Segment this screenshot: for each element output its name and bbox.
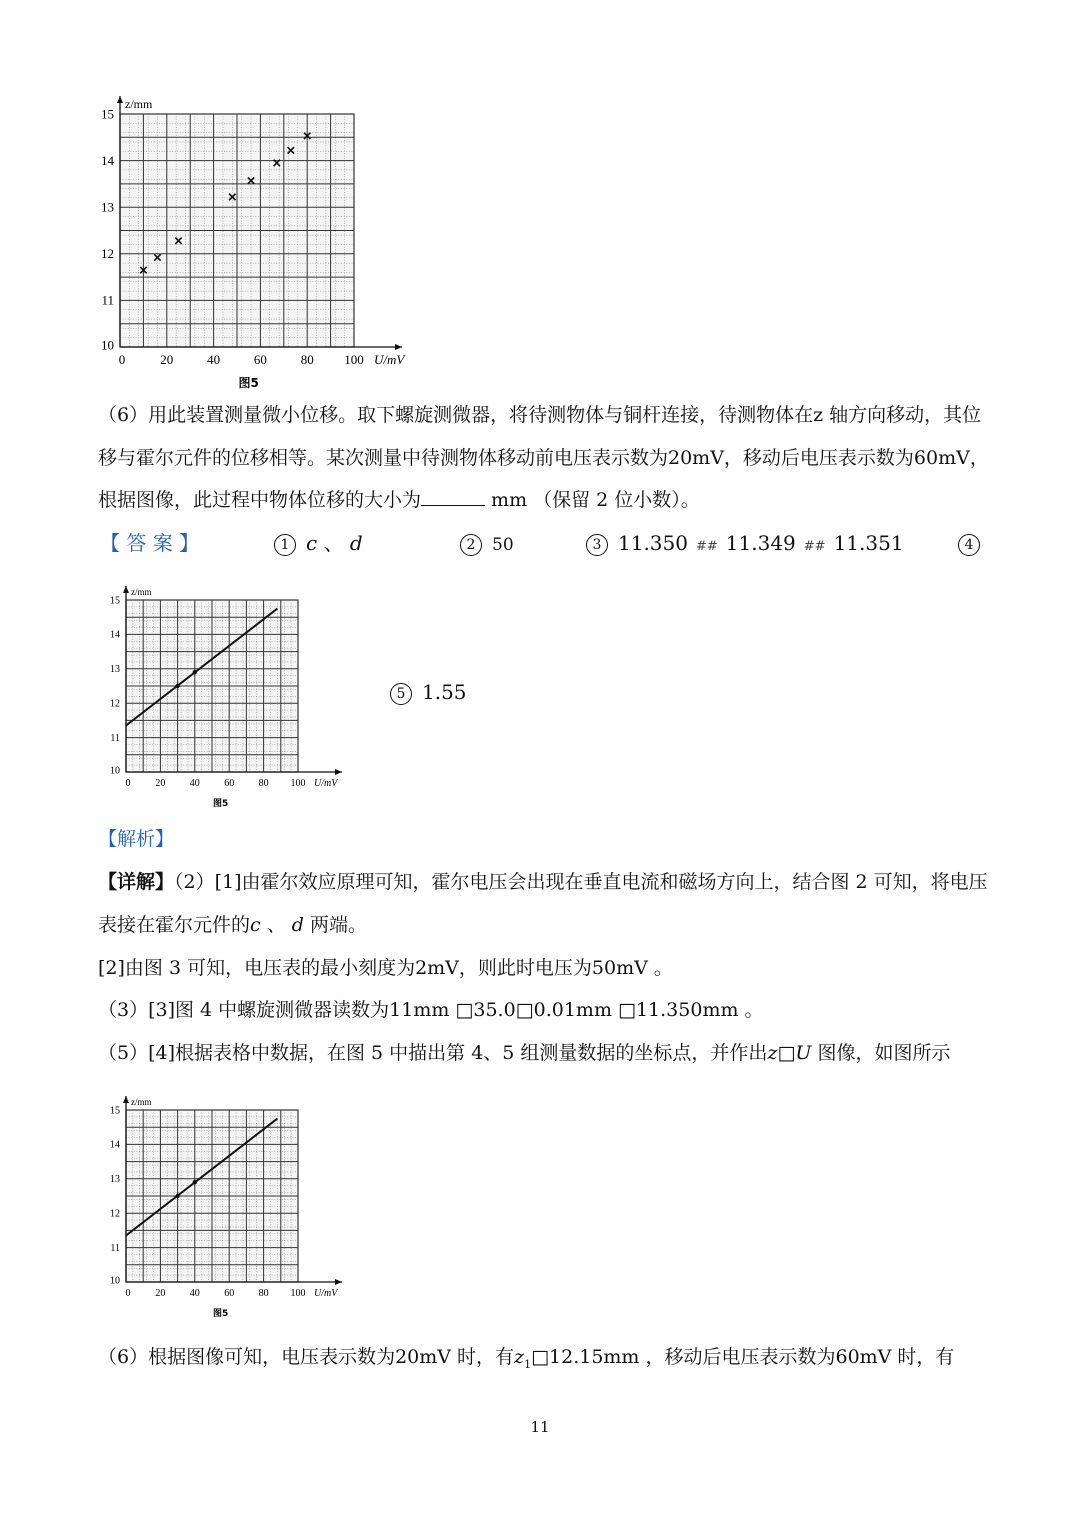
chart-fig5-analysis-line-svg (96, 1088, 356, 1318)
q6-line-3 (98, 487, 700, 513)
x-axis-arrow (335, 769, 342, 775)
x-tick-label: 60 (224, 1288, 235, 1299)
x-tick-label: 40 (207, 352, 221, 367)
detail-line-3: [2]由图 3 可知，电压表的最小刻度为2mV，则此时电压为50mV 。 (98, 957, 673, 979)
circle-number-5: 5 (390, 683, 412, 705)
detail-label: 【详解】 (98, 871, 175, 893)
q6-line-2: 移与霍尔元件的位移相等。某次测量中待测物体移动前电压表示数为20mV，移动后电压表示数为60mV， (98, 447, 989, 469)
chart-fig5-analysis-line (96, 1088, 356, 1318)
answer-3 (586, 529, 904, 561)
answer-1 (274, 529, 363, 557)
y-tick-label: 10 (110, 765, 120, 777)
plotted-point (193, 1180, 197, 1184)
detail-line-5-mid: □ (777, 1042, 796, 1064)
detail-line-2-d: d (291, 914, 304, 936)
x-axis-arrow (395, 344, 402, 350)
y-tick-label: 12 (110, 698, 120, 710)
detail-line-1-text: （2）[1]由霍尔效应原理可知，霍尔电压会出现在垂直电流和磁场方向上，结合图 2 可知，将电压 (174, 871, 988, 893)
q6-line-3-unit: mm （保留 2 位小数）。 (485, 489, 700, 511)
circle-number-1: 1 (274, 534, 296, 556)
y-tick-label: 12 (101, 246, 114, 262)
circle-number-3: 3 (586, 534, 608, 556)
y-tick-label: 13 (110, 664, 120, 676)
x-tick-label: 60 (224, 778, 235, 789)
detail-line-6-text-b: □12.15mm ，移动后电压表示数为60mV 时，有 (531, 1346, 955, 1368)
y-tick-label: 15 (110, 1105, 120, 1117)
answer-2-value: 50 (492, 535, 514, 555)
detail-line-5-u: U (795, 1042, 812, 1064)
y-axis-label: z/mm (131, 587, 152, 597)
answer-label: 【 答 案 】 (100, 531, 200, 555)
detail-line-6-text-a: （6）根据图像可知，电压表示数为20mV 时，有 (98, 1346, 515, 1368)
detail-line-6-z: z (514, 1346, 525, 1368)
x-axis-label: U/mV (314, 778, 338, 789)
answer-4 (958, 529, 990, 557)
answer-2 (460, 529, 514, 559)
q6-line-3-text: 根据图像，此过程中物体位移的大小为 (98, 489, 422, 511)
x-tick-label: 100 (344, 352, 364, 367)
answer-blank (421, 487, 485, 506)
y-tick-label: 14 (110, 629, 120, 641)
y-tick-label: 11 (101, 292, 114, 308)
x-axis-label: U/mV (374, 352, 405, 367)
y-tick-label: 15 (110, 595, 120, 607)
x-tick-label: 0 (125, 1288, 131, 1299)
y-tick-label: 14 (101, 152, 114, 168)
y-tick-label: 10 (110, 1275, 120, 1287)
y-tick-label: 14 (110, 1139, 120, 1151)
chart-caption: 图5 (238, 376, 259, 390)
circle-number-2: 2 (460, 534, 482, 556)
x-tick-label: 20 (160, 352, 174, 367)
detail-line-5-text-b: 图像，如图所示 (817, 1042, 951, 1064)
answer-3-sep-1: ## (695, 539, 718, 554)
x-tick-label: 0 (118, 352, 126, 367)
detail-line-5 (98, 1040, 950, 1066)
answer-1-sep: 、 (323, 531, 344, 555)
y-tick-label: 13 (101, 199, 114, 215)
answer-3-value-3: 11.351 (833, 531, 904, 555)
detail-line-6 (98, 1344, 954, 1378)
analysis-label: 【解析】 (98, 828, 175, 850)
answer-3-value-1: 11.350 (618, 531, 688, 555)
x-tick-label: 40 (189, 1288, 200, 1299)
answer-5 (390, 679, 467, 705)
y-axis-arrow (117, 96, 123, 103)
x-axis-label: U/mV (314, 1288, 338, 1299)
answer-1-c: c (306, 531, 318, 555)
x-tick-label: 80 (258, 778, 269, 789)
detail-line-2-sep: 、 (266, 914, 286, 936)
circle-number-4: 4 (958, 534, 980, 556)
detail-line-2-text-a: 表接在霍尔元件的 (98, 914, 251, 936)
chart-fig5-answer-line (96, 578, 356, 808)
x-tick-label: 100 (290, 778, 306, 789)
chart-caption: 图5 (212, 799, 229, 808)
y-axis-label: z/mm (131, 1097, 152, 1107)
detail-line-6-sub: 1 (524, 1357, 532, 1371)
x-tick-label: 80 (258, 1288, 269, 1299)
detail-line-2-text-b: 两端。 (310, 914, 368, 936)
x-tick-label: 100 (290, 1288, 306, 1299)
y-tick-label: 13 (110, 1174, 120, 1186)
chart-fig5-scatter (92, 86, 422, 396)
x-tick-label: 20 (155, 1288, 166, 1299)
y-tick-label: 12 (110, 1208, 120, 1220)
chart-fig5-scatter-svg (92, 86, 422, 396)
q6-line-1: （6）用此装置测量微小位移。取下螺旋测微器，将待测物体与铜杆连接，待测物体在z 轴方向移动，其位 (98, 404, 982, 426)
x-tick-label: 20 (155, 778, 166, 789)
y-tick-label: 10 (101, 337, 114, 353)
detail-line-5-text-a: （5）[4]根据表格中数据，在图 5 中描出第 4、5 组测量数据的坐标点，并作出 (98, 1042, 768, 1064)
y-axis-arrow (123, 1096, 129, 1103)
chart-caption: 图5 (212, 1309, 229, 1318)
plotted-point (175, 1194, 179, 1198)
y-axis-label: z/mm (125, 97, 153, 111)
x-axis-arrow (335, 1279, 342, 1285)
detail-line-1 (98, 869, 988, 895)
page-number: 11 (530, 1418, 550, 1436)
x-tick-label: 40 (189, 778, 200, 789)
plotted-point (193, 670, 197, 674)
y-tick-label: 15 (101, 106, 114, 122)
x-tick-label: 0 (125, 778, 131, 789)
x-tick-label: 60 (253, 352, 267, 367)
answer-3-sep-2: ## (803, 539, 826, 554)
y-tick-label: 11 (110, 732, 120, 744)
detail-line-4: （3）[3]图 4 中螺旋测微器读数为11mm □35.0□0.01mm □11.350mm 。 (98, 999, 764, 1021)
answer-1-d: d (349, 531, 363, 555)
y-tick-label: 11 (110, 1242, 120, 1254)
answer-3-value-2: 11.349 (725, 531, 796, 555)
detail-line-5-z: z (767, 1042, 778, 1064)
chart-fig5-answer-line-svg (96, 578, 356, 808)
detail-line-2 (98, 912, 367, 938)
x-tick-label: 80 (300, 352, 314, 367)
plotted-point (175, 684, 179, 688)
answer-5-value: 1.55 (422, 680, 467, 704)
y-axis-arrow (123, 586, 129, 593)
detail-line-2-c: c (250, 914, 261, 936)
